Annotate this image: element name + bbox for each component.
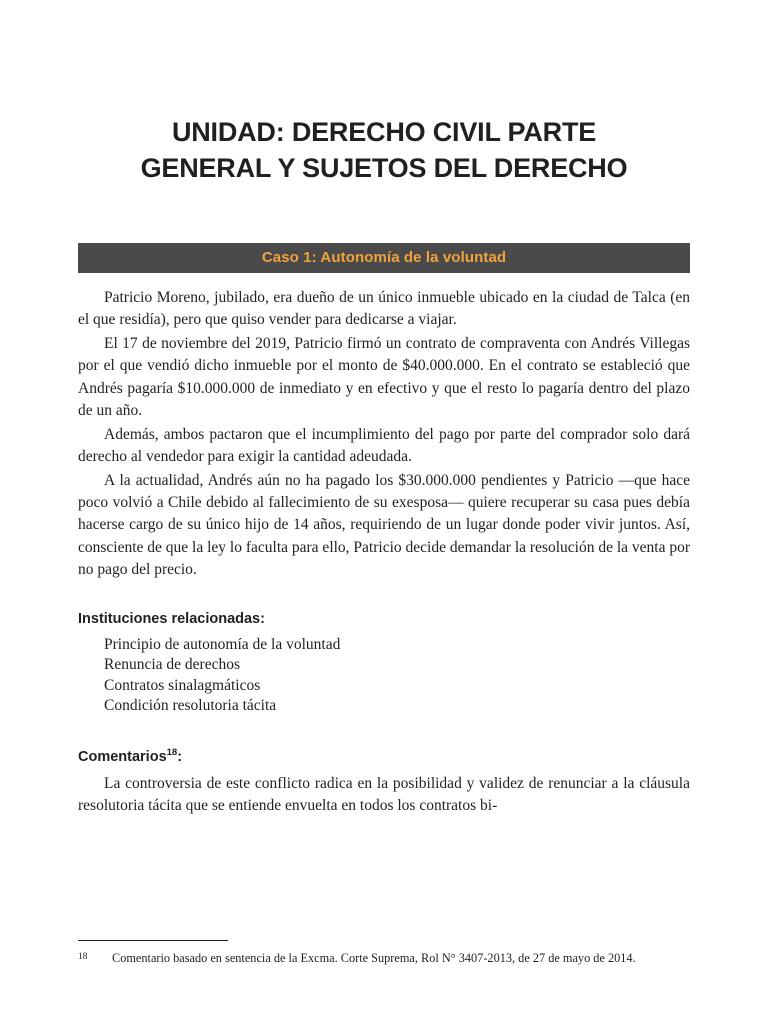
footnote bbox=[78, 950, 690, 966]
comments-heading-suffix: : bbox=[177, 748, 183, 765]
comments-body bbox=[78, 773, 690, 817]
footnote-number: 18 bbox=[78, 951, 88, 962]
page-title-line-2: GENERAL Y SUJETOS DEL DERECHO bbox=[140, 153, 628, 184]
institutions-heading: Instituciones relacionadas: bbox=[78, 610, 265, 627]
case-banner-label: Caso 1: Autonomía de la voluntad bbox=[261, 249, 507, 267]
footnote-divider bbox=[78, 940, 228, 941]
paragraph: Patricio Moreno, jubilado, era dueño de un único inmueble ubicado en la ciudad de Talca (en el que residía), pero que quiso vender para dedicarse a viajar. bbox=[78, 288, 690, 329]
list-item: Principio de autonomía de la voluntad bbox=[104, 635, 341, 653]
comments-heading bbox=[78, 747, 690, 765]
footnote-area bbox=[78, 940, 690, 966]
comments-footnote-marker: 18 bbox=[166, 746, 178, 758]
case-banner bbox=[78, 243, 690, 273]
case-body bbox=[78, 287, 690, 581]
institutions-list bbox=[78, 635, 690, 717]
page-title bbox=[78, 114, 690, 187]
paragraph: El 17 de noviembre del 2019, Patricio firmó un contrato de compraventa con Andrés Villegas por el que vendió dicho inmueble por el monto de $40.000.000. En el contrato se estableció que Andrés pagaría $10.000.000 de inmediato y en efectivo y que el resto lo pagaría dentro del plazo de un año. bbox=[78, 335, 690, 419]
paragraph: La controversia de este conflicto radica en la posibilidad y validez de renunciar a la cláusula resolutoria tácita que se entiende envuelta en todos los contratos bi- bbox=[78, 774, 690, 814]
paragraph: A la actualidad, Andrés aún no ha pagado los $30.000.000 pendientes y Patricio —que hace poco volvió a Chile debido al fallecimiento de su exesposa— quiere recuperar su casa pues debía hacerse cargo de su único hijo de 14 años, requiriendo de un lugar donde poder vivir juntos. Así, consciente de que la ley lo faculta para ello, Patricio decide demandar la resolución de la venta por no pago del precio. bbox=[78, 472, 690, 578]
footnote-text: Comentario basado en sentencia de la Excma. Corte Suprema, Rol N° 3407-2013, de 27 de mayo de 2014. bbox=[112, 950, 636, 965]
list-item: Renuncia de derechos bbox=[104, 656, 240, 674]
list-item: Condición resolutoria tácita bbox=[104, 697, 277, 715]
list-item: Contratos sinalagmáticos bbox=[104, 676, 261, 694]
paragraph: Además, ambos pactaron que el incumplimiento del pago por parte del comprador solo dará derecho al vendedor para exigir la cantidad adeudada. bbox=[78, 425, 690, 465]
comments-heading-text: Comentarios bbox=[78, 748, 167, 765]
page-title-line-1: UNIDAD: DERECHO CIVIL PARTE bbox=[171, 117, 597, 147]
